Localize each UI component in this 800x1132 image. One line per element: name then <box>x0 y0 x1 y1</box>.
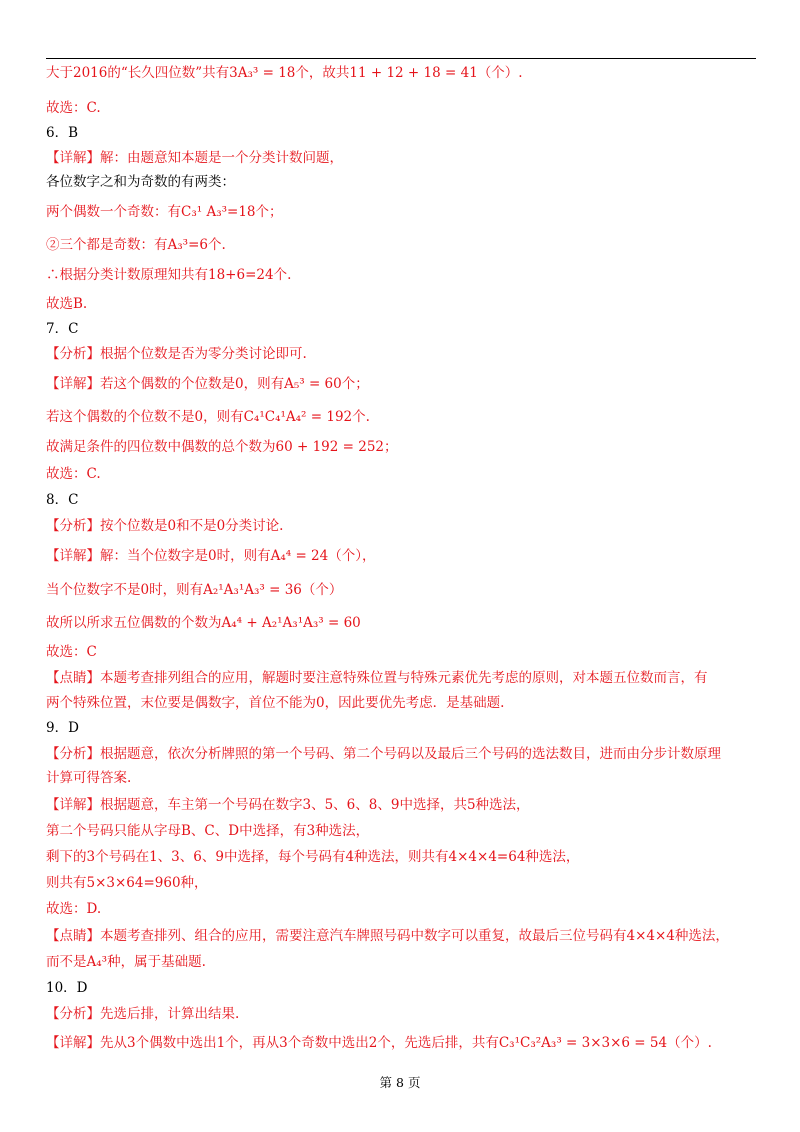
text-line: 故所以所求五位偶数的个数为A₄⁴ + A₂¹A₃¹A₃³ = 60 <box>46 615 361 631</box>
question-number: 8．C <box>46 492 79 508</box>
text-line: 两个偶数一个奇数：有C₃¹ A₃³=18个； <box>46 204 283 220</box>
header-rule <box>46 58 756 59</box>
text-line: 剩下的3个号码在1、3、6、9中选择，每个号码有4种选法，则共有4×4×4=64种选法， <box>46 849 580 865</box>
text-line: ∴根据分类计数原理知共有18+6=24个. <box>46 267 292 283</box>
text-line: ②三个都是奇数：有A₃³=6个. <box>46 237 226 253</box>
text-line: 故选：C <box>46 644 97 660</box>
question-number: 6．B <box>46 125 79 141</box>
text-line: 计算可得答案. <box>46 770 132 786</box>
text-line: 【分析】先选后排，计算出结果. <box>46 1006 240 1022</box>
text-line: 第二个号码只能从字母B、C、D中选择，有3种选法， <box>46 823 370 839</box>
text-line: 故选B. <box>46 296 88 312</box>
text-line: 【点睛】本题考查排列组合的应用，解题时要注意特殊位置与特殊元素优先考虑的原则，对本题五位数而言，有 <box>46 670 708 686</box>
text-line: 故满足条件的四位数中偶数的总个数为60 + 192 = 252； <box>46 439 398 455</box>
text-line: 而不是A₄³种，属于基础题. <box>46 954 206 970</box>
text-line: 【详解】若这个偶数的个位数是0，则有A₅³ = 60个； <box>46 376 369 392</box>
text-line: 故选：D. <box>46 901 102 917</box>
text-line: 故选：C. <box>46 466 101 482</box>
question-number: 9．D <box>46 720 79 736</box>
text-line: 【分析】根据个位数是否为零分类讨论即可. <box>46 346 307 362</box>
text-line: 大于2016的“长久四位数”共有3A₃³ = 18个，故共11 + 12 + 18 = 41（个）. <box>46 65 523 81</box>
text-line: 两个特殊位置，末位要是偶数字，首位不能为0，因此要优先考虑．是基础题. <box>46 695 505 711</box>
text-line: 则共有5×3×64=960种， <box>46 875 208 891</box>
text-line: 当个位数字不是0时，则有A₂¹A₃¹A₃³ = 36（个） <box>46 582 343 598</box>
text-line: 【分析】按个位数是0和不是0分类讨论. <box>46 518 284 534</box>
text-line: 【点睛】本题考查排列、组合的应用，需要注意汽车牌照号码中数字可以重复，故最后三位号码有4×4×4种选法， <box>46 928 729 944</box>
text-line: 若这个偶数的个位数不是0，则有C₄¹C₄¹A₄² = 192个. <box>46 409 370 425</box>
text-line: 【详解】根据题意，车主第一个号码在数字3、5、6、8、9中选择，共5种选法， <box>46 797 530 813</box>
text-line: 各位数字之和为奇数的有两类： <box>46 174 235 190</box>
text-line: 【详解】解：由题意知本题是一个分类计数问题， <box>46 150 343 166</box>
page-number: 第 8 页 <box>379 1075 421 1090</box>
question-number: 10．D <box>46 980 88 996</box>
text-line: 【详解】解：当个位数字是0时，则有A₄⁴ = 24（个）， <box>46 548 376 564</box>
text-line: 故选：C. <box>46 100 101 116</box>
text-line: 【分析】根据题意，依次分析牌照的第一个号码、第二个号码以及最后三个号码的选法数目，进而由分步计数原理 <box>46 746 721 762</box>
question-number: 7．C <box>46 321 79 337</box>
text-line: 【详解】先从3个偶数中选出1个，再从3个奇数中选出2个，先选后排，共有C₃¹C₃²A₃³ = 3×3×6 = 54（个）. <box>46 1035 712 1051</box>
